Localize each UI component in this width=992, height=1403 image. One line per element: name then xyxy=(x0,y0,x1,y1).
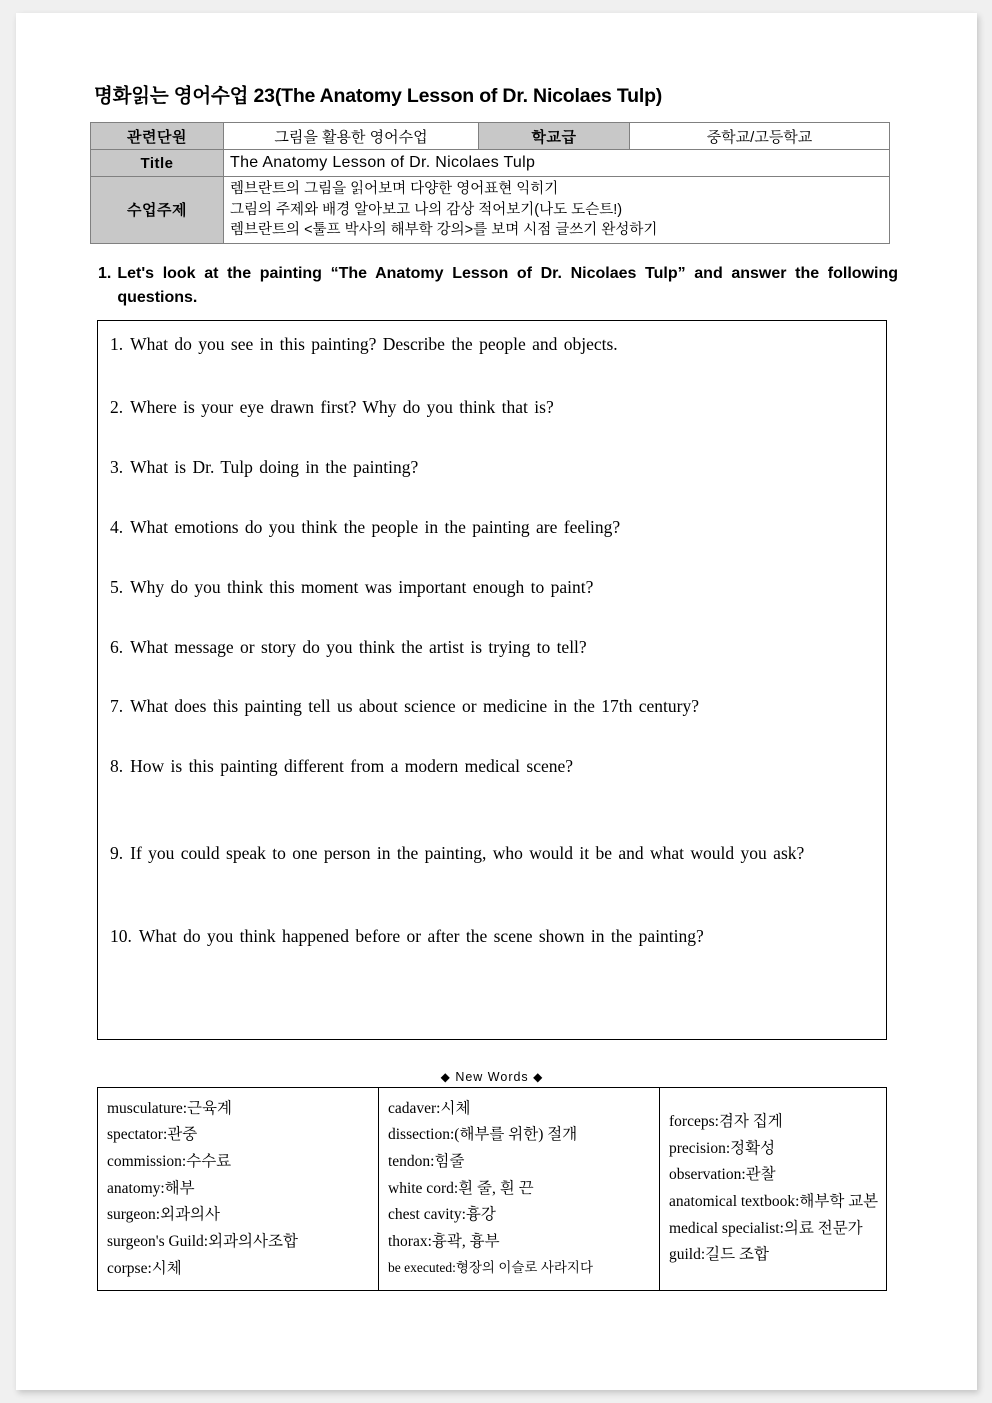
instruction-text: Let's look at the painting “The Anatomy Lesson of Dr. Nicolaes Tulp” and answer the following questions. xyxy=(117,264,898,306)
instruction-number: 1. xyxy=(98,264,112,282)
topic-line: 렘브란트의 그림을 읽어보며 다양한 영어표현 익히기 xyxy=(230,181,559,197)
question-item xyxy=(110,925,872,949)
info-value-title: The Anatomy Lesson of Dr. Nicolaes Tulp xyxy=(224,150,890,177)
list-item: anatomy:해부 xyxy=(107,1179,195,1197)
question-number: 8. xyxy=(110,756,124,777)
list-item: anatomical textbook:해부학 교본 xyxy=(669,1193,879,1211)
question-text: How is this painting different from a modern medical scene? xyxy=(130,756,574,777)
list-item: white cord:흰 줄, 흰 끈 xyxy=(388,1179,534,1197)
new-words-column-2 xyxy=(379,1087,660,1291)
question-item xyxy=(110,576,872,600)
question-text: What does this painting tell us about science or medicine in the 17th century? xyxy=(130,696,699,717)
question-number: 6. xyxy=(110,636,124,657)
question-text: If you could speak to one person in the painting, who would it be and what would you ask? xyxy=(130,842,805,863)
list-item: precision:정확성 xyxy=(669,1139,776,1157)
question-text: What is Dr. Tulp doing in the painting? xyxy=(130,456,419,477)
question-number: 5. xyxy=(110,577,124,598)
question-number: 1. xyxy=(110,333,124,354)
info-label-title: Title xyxy=(91,150,224,177)
question-text: What do you think happened before or after the scene shown in the painting? xyxy=(138,926,704,947)
list-item: musculature:근육계 xyxy=(107,1099,232,1117)
question-number: 7. xyxy=(110,696,124,717)
list-item: forceps:겸자 집게 xyxy=(669,1113,783,1131)
topic-line: 렘브란트의 <툴프 박사의 해부학 강의>를 보며 시점 글쓰기 완성하기 xyxy=(230,222,658,239)
question-item xyxy=(110,842,878,866)
list-item: be executed:형장의 이슬로 사라지다 xyxy=(388,1259,593,1275)
question-number: 10. xyxy=(110,926,132,947)
list-item: spectator:관중 xyxy=(107,1126,198,1144)
new-words-column-3 xyxy=(660,1087,887,1291)
lesson-info-table xyxy=(90,122,890,244)
info-label-unit: 관련단원 xyxy=(91,123,224,150)
info-value-schoollevel: 중학교/고등학교 xyxy=(630,123,890,150)
page-title: 명화읽는 영어수업 23(The Anatomy Lesson of Dr. Nicolaes Tulp) xyxy=(94,85,663,107)
new-words-label: New Words xyxy=(455,1069,529,1084)
instruction-line xyxy=(98,262,898,310)
info-value-topic xyxy=(224,177,890,244)
topic-line: 그림의 주제와 배경 알아보고 나의 감상 적어보기(나도 도슨트!) xyxy=(230,201,623,218)
question-text: What message or story do you think the artist is trying to tell? xyxy=(130,636,587,657)
table-row xyxy=(91,150,890,177)
diamond-icon: ◆ xyxy=(533,1069,544,1084)
question-item xyxy=(110,456,872,480)
question-item xyxy=(110,396,872,420)
new-words-table xyxy=(97,1087,887,1292)
questions-box xyxy=(97,320,887,1040)
list-item: thorax:흉곽, 흉부 xyxy=(388,1233,500,1251)
question-number: 9. xyxy=(110,842,124,863)
question-item xyxy=(110,333,872,357)
info-label-schoollevel: 학교급 xyxy=(479,123,630,150)
table-row xyxy=(91,177,890,244)
new-words-column-1 xyxy=(98,1087,379,1291)
list-item: observation:관찰 xyxy=(669,1166,776,1184)
new-words-heading xyxy=(97,1070,887,1084)
question-text: Why do you think this moment was important enough to paint? xyxy=(130,577,594,598)
question-item xyxy=(110,516,872,540)
question-item xyxy=(110,755,872,779)
list-item: commission:수수료 xyxy=(107,1153,232,1171)
list-item: tendon:힘줄 xyxy=(388,1153,465,1171)
info-value-unit: 그림을 활용한 영어수업 xyxy=(224,123,479,150)
question-number: 2. xyxy=(110,397,124,418)
table-row xyxy=(98,1087,887,1291)
question-text: Where is your eye drawn first? Why do you think that is? xyxy=(130,397,554,418)
question-number: 4. xyxy=(110,516,124,537)
info-label-topic: 수업주제 xyxy=(91,177,224,244)
list-item: surgeon's Guild:외과의사조합 xyxy=(107,1233,298,1251)
list-item: guild:길드 조합 xyxy=(669,1246,769,1264)
table-row xyxy=(91,123,890,150)
diamond-icon: ◆ xyxy=(440,1069,451,1084)
list-item: medical specialist:의료 전문가 xyxy=(669,1219,863,1237)
list-item: corpse:시체 xyxy=(107,1259,182,1277)
document-body xyxy=(90,80,898,1291)
new-words-section xyxy=(97,1070,887,1292)
list-item: surgeon:외과의사 xyxy=(107,1206,220,1224)
question-item xyxy=(110,695,872,719)
list-item: dissection:(해부를 위한) 절개 xyxy=(388,1126,578,1144)
question-text: What do you see in this painting? Describe the people and objects. xyxy=(130,333,618,354)
list-item: cadaver:시체 xyxy=(388,1099,471,1117)
question-number: 3. xyxy=(110,456,124,477)
question-text: What emotions do you think the people in the painting are feeling? xyxy=(130,516,621,537)
question-item xyxy=(110,636,872,660)
list-item: chest cavity:흉강 xyxy=(388,1206,496,1224)
